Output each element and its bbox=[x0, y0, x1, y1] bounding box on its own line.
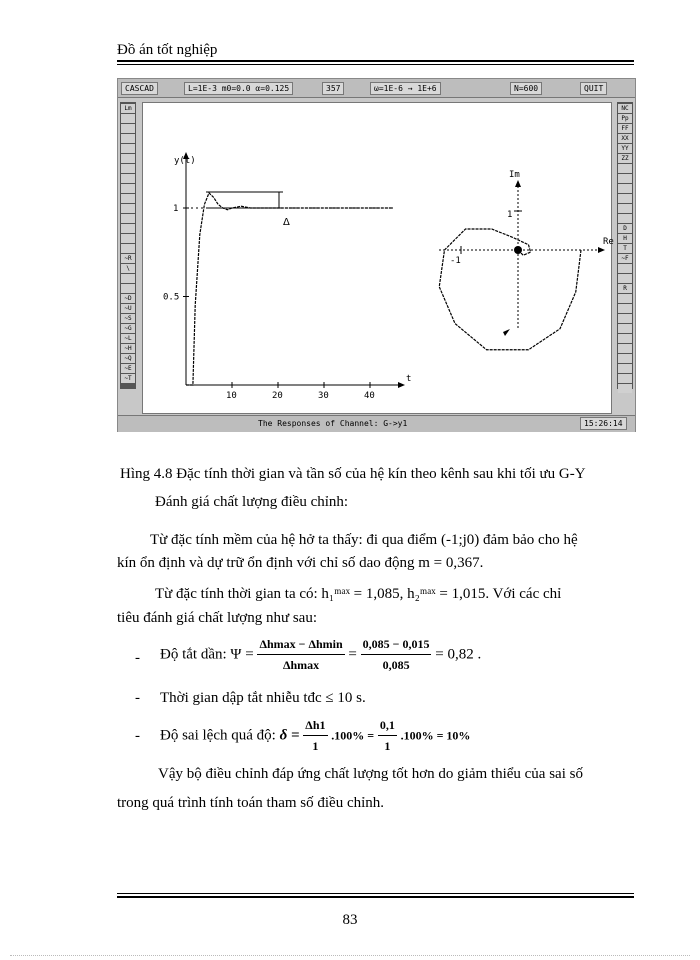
right-panel-button: FF bbox=[618, 124, 632, 133]
right-panel-button: H bbox=[618, 234, 632, 243]
app-name: CASCAD bbox=[121, 82, 158, 95]
n-field: N=600 bbox=[510, 82, 542, 95]
right-panel-button bbox=[618, 164, 632, 173]
right-panel-button bbox=[618, 364, 632, 373]
step-x-arrow bbox=[398, 382, 405, 388]
paragraph-2-line-2: tiêu đánh giá chất lượng như sau: bbox=[117, 610, 317, 626]
cascad-screenshot bbox=[117, 78, 636, 432]
right-panel-button bbox=[618, 324, 632, 333]
left-panel-button: ~G bbox=[121, 324, 135, 333]
response-plots bbox=[143, 103, 614, 413]
cascad-toolbar bbox=[118, 79, 635, 98]
right-panel-button bbox=[618, 204, 632, 213]
overshoot-end: .100% = 10% bbox=[400, 728, 471, 743]
im-tick: 1 bbox=[507, 210, 513, 220]
damping-frac1-num: Δhmax − Δhmin bbox=[257, 634, 344, 655]
paragraph-2-line-1: Từ đặc tính thời gian ta có: h₁ᵐᵃˣ = 1,085, h₂ᵐᵃˣ = 1,015. Với các chỉ bbox=[155, 586, 562, 602]
step-response-chart bbox=[163, 152, 411, 401]
status-time: 15:26:14 bbox=[580, 417, 627, 430]
left-panel-button: ~R bbox=[121, 254, 135, 263]
damping-frac2-num: 0,085 − 0,015 bbox=[361, 634, 432, 655]
right-panel-button bbox=[618, 334, 632, 343]
left-panel-button bbox=[121, 234, 135, 243]
paragraph-3-line-1: Vậy bộ điều chỉnh đáp ứng chất lượng tốt hơn do giảm thiểu của sai số bbox=[158, 766, 583, 782]
bullet-dash-1: - bbox=[135, 650, 140, 666]
overshoot-fraction-symbolic bbox=[303, 715, 327, 756]
right-panel-button: Pp bbox=[618, 114, 632, 123]
overshoot-delta: δ = bbox=[279, 727, 300, 744]
page-edge-dots bbox=[10, 955, 690, 956]
delta-label: Δ bbox=[283, 217, 290, 228]
left-panel-button: ~S bbox=[121, 314, 135, 323]
left-panel-button bbox=[121, 284, 135, 293]
step-x-tick-label: 20 bbox=[272, 391, 283, 401]
left-panel-button bbox=[121, 164, 135, 173]
overshoot-frac2-den: 1 bbox=[384, 739, 391, 753]
re-tick: -1 bbox=[450, 256, 461, 266]
re-arrow bbox=[598, 247, 605, 253]
left-panel-button: ~D bbox=[121, 294, 135, 303]
re-label: Re bbox=[603, 237, 614, 247]
bullet-dash-3: - bbox=[135, 728, 140, 744]
left-panel-button: Lm bbox=[121, 104, 135, 113]
right-panel-button bbox=[618, 274, 632, 283]
right-panel-button bbox=[618, 264, 632, 273]
left-panel-button: ~T bbox=[121, 374, 135, 383]
step-y-tick-label: 1 bbox=[173, 204, 179, 214]
code-field: 357 bbox=[322, 82, 344, 95]
damping-result: = 0,82 . bbox=[435, 646, 482, 663]
step-x-tick-label: 10 bbox=[226, 391, 237, 401]
bullet-damping: Độ tắt dần: Ψ = $\frac{\Delta hmax - \Delta hmin}{\Delta hmax}$ = $\frac{0,085 - 0,015}{0,085}$ = 0,82 . bbox=[160, 634, 481, 675]
section-subheading: Đánh giá chất lượng điều chỉnh: bbox=[155, 494, 349, 510]
right-panel-button bbox=[618, 344, 632, 353]
right-panel-button: R bbox=[618, 284, 632, 293]
left-panel-button bbox=[121, 194, 135, 203]
im-arrow bbox=[515, 180, 521, 187]
damping-frac1-den: Δhmax bbox=[282, 658, 320, 672]
right-panel-button bbox=[618, 194, 632, 203]
bullet-settling-time: Thời gian dập tắt nhiễu tđc ≤ 10 s. bbox=[160, 690, 366, 706]
bullet-overshoot bbox=[160, 715, 470, 756]
freq-field: ω=1E-6 → 1E+6 bbox=[370, 82, 441, 95]
right-panel-button bbox=[618, 384, 632, 393]
page-header-title: Đồ án tốt nghiệp bbox=[117, 42, 218, 58]
im-label: Im bbox=[509, 170, 520, 180]
left-panel-button: ~E bbox=[121, 364, 135, 373]
step-y-tick-label: 0.5 bbox=[163, 292, 180, 303]
footer-rule bbox=[117, 896, 634, 898]
right-panel-button: XX bbox=[618, 134, 632, 143]
left-panel-button bbox=[121, 184, 135, 193]
left-panel-button bbox=[121, 204, 135, 213]
right-panel-button: ~F bbox=[618, 254, 632, 263]
left-panel-button bbox=[121, 124, 135, 133]
left-panel-button: ~Q bbox=[121, 354, 135, 363]
damping-label: Độ tắt dần: Ψ = bbox=[160, 646, 254, 663]
right-panel-button bbox=[618, 214, 632, 223]
status-caption: The Responses of Channel: G->y1 bbox=[258, 419, 408, 428]
step-x-label: t bbox=[406, 374, 412, 384]
damping-frac2-den: 0,085 bbox=[382, 658, 410, 672]
left-panel-button bbox=[121, 214, 135, 223]
left-button-panel bbox=[120, 102, 136, 389]
nyquist-center-dot bbox=[514, 246, 522, 254]
left-panel-button: \ bbox=[121, 264, 135, 273]
left-panel-button bbox=[121, 244, 135, 253]
right-panel-button: NC bbox=[618, 104, 632, 113]
right-panel-button bbox=[618, 184, 632, 193]
paragraph-3-line-2: trong quá trình tính toán tham số điều chỉnh. bbox=[117, 795, 385, 811]
paragraph-1-line-2: kín ổn định và dự trữ ổn định với chỉ số dao động m = 0,367. bbox=[117, 555, 484, 571]
right-button-panel bbox=[617, 102, 633, 389]
step-x-tick-label: 30 bbox=[318, 391, 329, 401]
left-panel-button bbox=[121, 134, 135, 143]
overshoot-mid: .100% = bbox=[331, 728, 375, 743]
nyquist-direction-arrow bbox=[503, 329, 510, 336]
left-panel-button: ~U bbox=[121, 304, 135, 313]
right-panel-button bbox=[618, 354, 632, 363]
right-panel-button bbox=[618, 174, 632, 183]
params-field: L=1E-3 m0=0.0 α=0.125 bbox=[184, 82, 293, 95]
left-panel-button bbox=[121, 174, 135, 183]
step-x-tick-label: 40 bbox=[364, 391, 375, 401]
right-panel-button bbox=[618, 314, 632, 323]
right-panel-button: T bbox=[618, 244, 632, 253]
right-panel-button bbox=[618, 294, 632, 303]
step-y-label: y(t) bbox=[174, 156, 196, 166]
damping-fraction-symbolic bbox=[257, 634, 344, 675]
cascad-status-bar bbox=[118, 415, 635, 432]
left-panel-button: ~H bbox=[121, 344, 135, 353]
header-rule-thin bbox=[117, 64, 634, 65]
overshoot-frac2-num: 0,1 bbox=[378, 715, 397, 736]
left-panel-button bbox=[121, 144, 135, 153]
left-panel-button bbox=[121, 114, 135, 123]
right-panel-button bbox=[618, 374, 632, 383]
overshoot-frac1-den: 1 bbox=[312, 739, 319, 753]
overshoot-frac1-num: Δh1 bbox=[303, 715, 327, 736]
damping-fraction-numeric bbox=[361, 634, 432, 675]
right-panel-button: ZZ bbox=[618, 154, 632, 163]
right-panel-button: D bbox=[618, 224, 632, 233]
overshoot-fraction-numeric bbox=[378, 715, 397, 756]
left-panel-button bbox=[121, 224, 135, 233]
bullet-dash-2: - bbox=[135, 690, 140, 706]
left-panel-button bbox=[121, 154, 135, 163]
paragraph-1-line-1: Từ đặc tính mềm của hệ hở ta thấy: đi qua điểm (-1;j0) đảm bảo cho hệ bbox=[150, 532, 578, 548]
nyquist-chart bbox=[439, 170, 614, 350]
footer-rule-thin bbox=[117, 893, 634, 894]
page-number: 83 bbox=[342, 912, 358, 928]
right-panel-button: YY bbox=[618, 144, 632, 153]
header-rule bbox=[117, 60, 634, 62]
figure-caption: Hìng 4.8 Đặc tính thời gian và tần số của hệ kín theo kênh sau khi tối ưu G-Y bbox=[120, 466, 586, 482]
right-panel-button bbox=[618, 304, 632, 313]
quit-button: QUIT bbox=[580, 82, 607, 95]
left-panel-button bbox=[121, 274, 135, 283]
plot-area bbox=[142, 102, 612, 414]
left-panel-button: ~L bbox=[121, 334, 135, 343]
overshoot-label: Độ sai lệch quá độ: bbox=[160, 727, 276, 744]
